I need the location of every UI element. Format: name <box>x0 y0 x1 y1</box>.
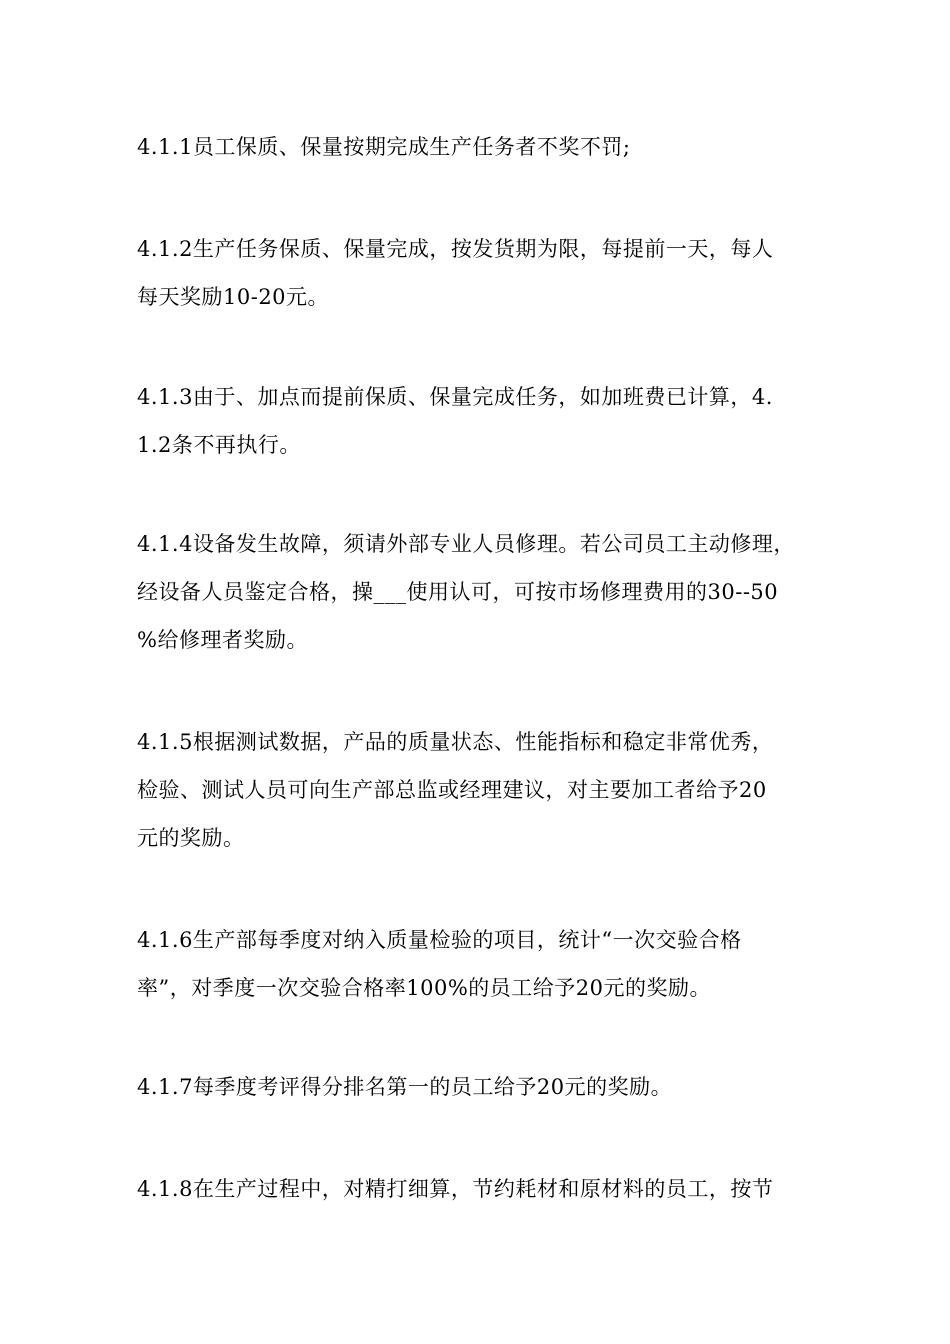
paragraph-4-1-1 <box>137 123 813 171</box>
paragraph-line: %给修理者奖励。 <box>137 628 308 652</box>
paragraph-4-1-3 <box>137 373 813 469</box>
paragraph-line: 4.1.4设备发生故障，须请外部专业人员修理。若公司员工主动修理， <box>137 532 795 556</box>
paragraph-4-1-5 <box>137 718 813 862</box>
paragraph-line: 检验、测试人员可向生产部总监或经理建议，对主要加工者给予20 <box>137 778 767 802</box>
paragraph-line: 4.1.7每季度考评得分排名第一的员工给予20元的奖励。 <box>137 1075 673 1099</box>
paragraph-line: 4.1.6生产部每季度对纳入质量检验的项目，统计“一次交验合格 <box>137 928 742 952</box>
paragraph-line: 1.2条不再执行。 <box>137 433 301 457</box>
paragraph-4-1-7 <box>137 1063 813 1111</box>
paragraph-line: 4.1.3由于、加点而提前保质、保量完成任务，如加班费已计算，4. <box>137 385 773 409</box>
paragraph-line: 4.1.2生产任务保质、保量完成，按发货期为限，每提前一天，每人 <box>137 237 774 261</box>
paragraph-line: 元的奖励。 <box>137 826 245 850</box>
paragraph-line: 每天奖励10-20元。 <box>137 285 330 309</box>
paragraph-4-1-4 <box>137 520 813 664</box>
paragraph-line: 4.1.5根据测试数据，产品的质量状态、性能指标和稳定非常优秀， <box>137 730 774 754</box>
paragraph-4-1-6 <box>137 916 813 1012</box>
paragraph-line: 4.1.8在生产过程中，对精打细算，节约耗材和原材料的员工，按节 <box>137 1177 774 1201</box>
paragraph-4-1-8 <box>137 1165 813 1213</box>
paragraph-line: 4.1.1员工保质、保量按期完成生产任务者不奖不罚; <box>137 135 631 159</box>
paragraph-line: 率”，对季度一次交验合格率100%的员工给予20元的奖励。 <box>137 976 711 1000</box>
paragraph-line: 经设备人员鉴定合格，操___使用认可，可按市场修理费用的30--50 <box>137 580 779 604</box>
paragraph-4-1-2 <box>137 225 813 321</box>
